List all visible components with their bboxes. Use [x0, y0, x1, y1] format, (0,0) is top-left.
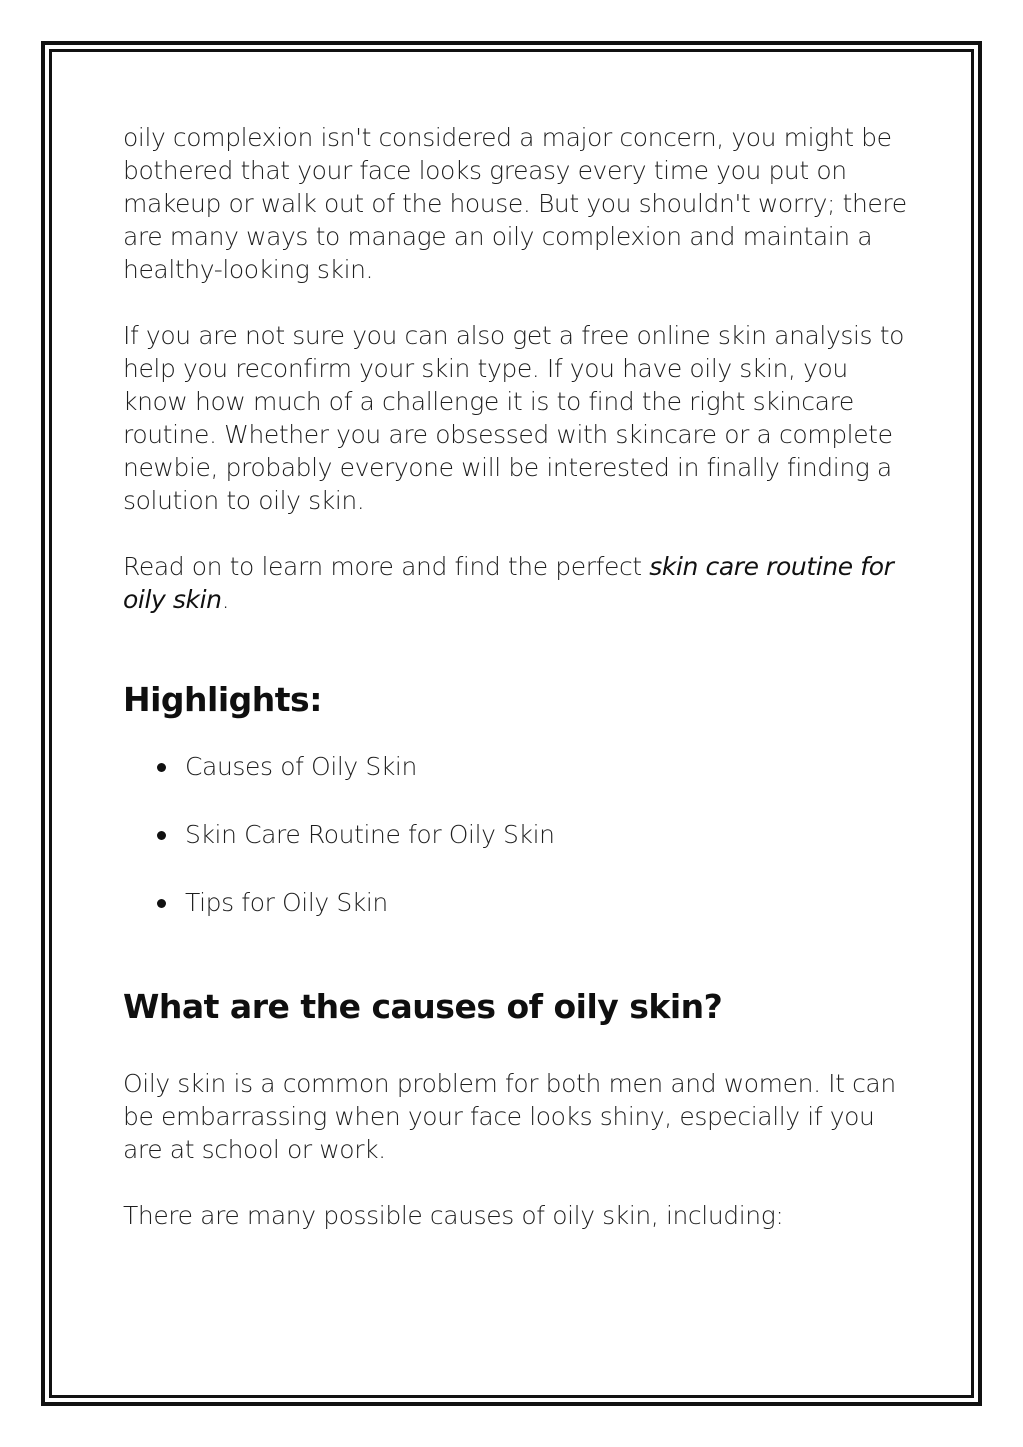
highlights-list-item	[123, 818, 913, 851]
highlights-list	[123, 750, 913, 919]
bullet-dot-icon	[157, 899, 166, 908]
causes-paragraph-1: Oily skin is a common problem for both men and women. It can be embarrassing when your face looks shiny, especially if you are at school or work.	[123, 1069, 896, 1164]
highlights-item-label: Tips for Oily Skin	[185, 888, 388, 917]
highlights-item-label: Causes of Oily Skin	[185, 752, 417, 781]
intro-paragraph-3	[123, 550, 913, 616]
highlights-list-item	[123, 886, 913, 919]
document-body	[123, 121, 913, 1232]
causes-paragraph-2: There are many possible causes of oily skin, including:	[123, 1201, 784, 1230]
skin-care-routine-link[interactable]: skin care routine for oily skin	[123, 552, 894, 614]
intro-paragraph-3-prefix: Read on to learn more and find the perfect	[123, 552, 650, 581]
intro-paragraph-1: oily complexion isn't considered a major concern, you might be bothered that your face looks greasy every time you put on makeup or walk out of the house. But you shouldn't worry; there are many ways to manage an oily complexion and maintain a healthy-looking skin.	[123, 123, 907, 284]
intro-paragraph-3-suffix: .	[221, 585, 230, 614]
bullet-dot-icon	[157, 763, 166, 772]
highlights-item-label: Skin Care Routine for Oily Skin	[185, 820, 555, 849]
bullet-dot-icon	[157, 831, 166, 840]
intro-paragraph-2: If you are not sure you can also get a free online skin analysis to help you reconfirm your skin type. If you have oily skin, you know how much of a challenge it is to find the right skincare routine. Whether you are obsessed with skincare or a complete newbie, probably everyone will be interested in finally finding a solution to oily skin.	[123, 321, 905, 515]
highlights-heading: Highlights:	[123, 680, 322, 719]
highlights-list-item	[123, 750, 913, 783]
causes-heading: What are the causes of oily skin?	[123, 987, 723, 1026]
